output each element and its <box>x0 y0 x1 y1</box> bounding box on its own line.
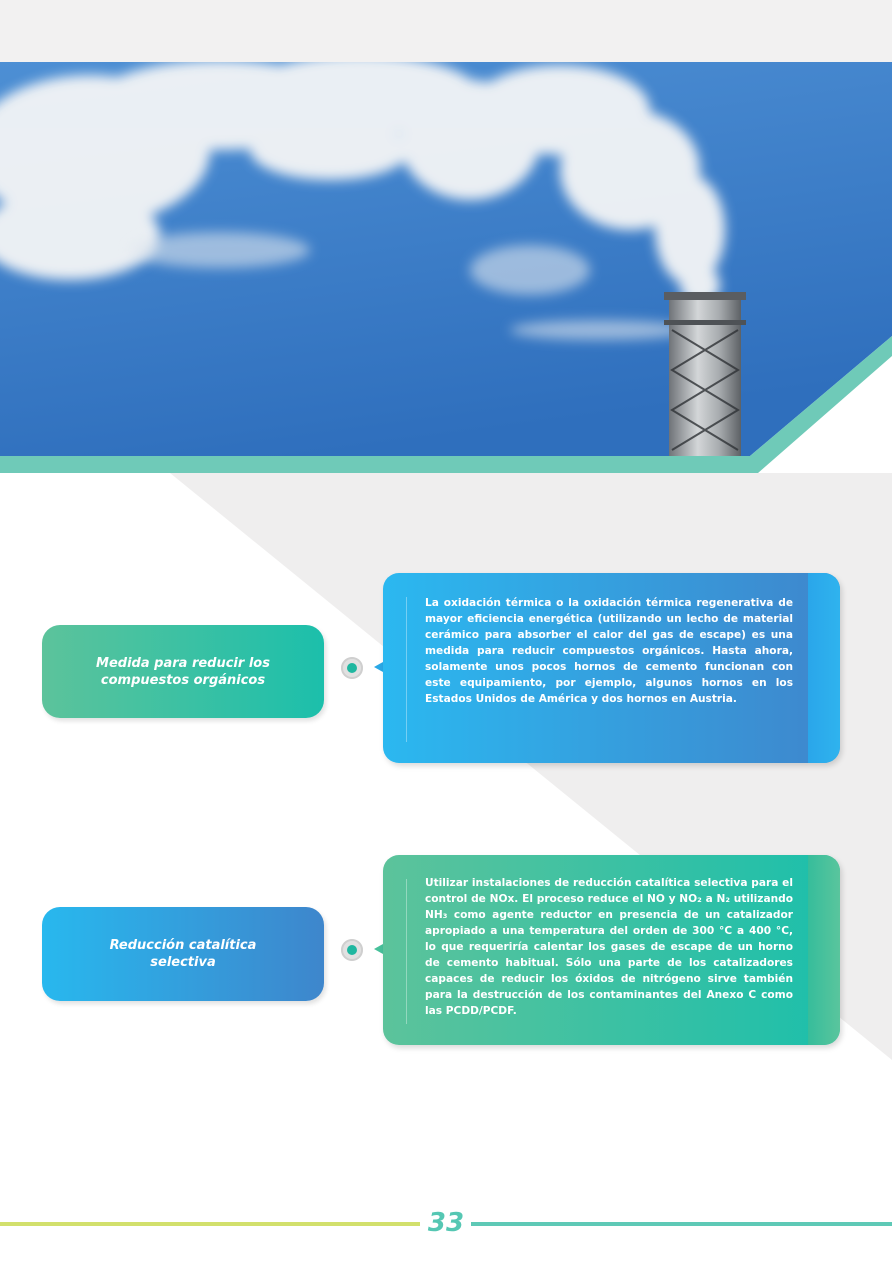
connector-dot <box>341 939 363 961</box>
box-side-strip <box>808 855 840 1045</box>
description-box-organic-compounds <box>383 573 840 763</box>
box-side-strip <box>808 573 840 763</box>
footer-line-right <box>471 1222 892 1226</box>
description-box-scr <box>383 855 840 1045</box>
section-label-organic-compounds <box>42 625 324 718</box>
description-text: La oxidación térmica o la oxidación térmica regenerativa de mayor eficiencia energética (utilizando un lecho de material cerámico para absorber el calor del gas de escape) es una medida para reducir compuestos orgánicos. Hasta ahora, solamente unos pocos hornos de cemento funcionan con este equipamiento, por ejemplo, algunos hornos en los Estados Unidos de América y dos hornos en Austria. <box>425 597 793 705</box>
footer-line-left <box>0 1222 420 1226</box>
section-label-text: Medida para reducir los compuestos orgánicos <box>96 655 270 688</box>
page-number: 33 <box>427 1208 465 1238</box>
section-label-scr <box>42 907 324 1001</box>
pointer-arrow <box>374 662 383 672</box>
hero-smokestack-image <box>0 0 892 475</box>
box-accent-line <box>406 879 407 1024</box>
section-label-text: Reducción catalítica selectiva <box>109 938 257 970</box>
pointer-arrow <box>374 944 383 954</box>
box-accent-line <box>406 597 407 742</box>
connector-dot <box>341 657 363 679</box>
description-text: Utilizar instalaciones de reducción catalítica selectiva para el control de NOx. El proceso reduce el NO y NO₂ a N₂ utilizando NH₃ como agente reductor en presencia de un catalizador apropiado a una temperatura del orden de 300 °C a 400 °C, lo que requeriría calentar los gases de escape de un horno de cemento habitual. Sólo una parte de los catalizadores capaces de reducir los óxidos de nitrógeno sirve también para la destrucción de los contaminantes del Anexo C como las PCDD/PCDF. <box>425 877 793 1017</box>
